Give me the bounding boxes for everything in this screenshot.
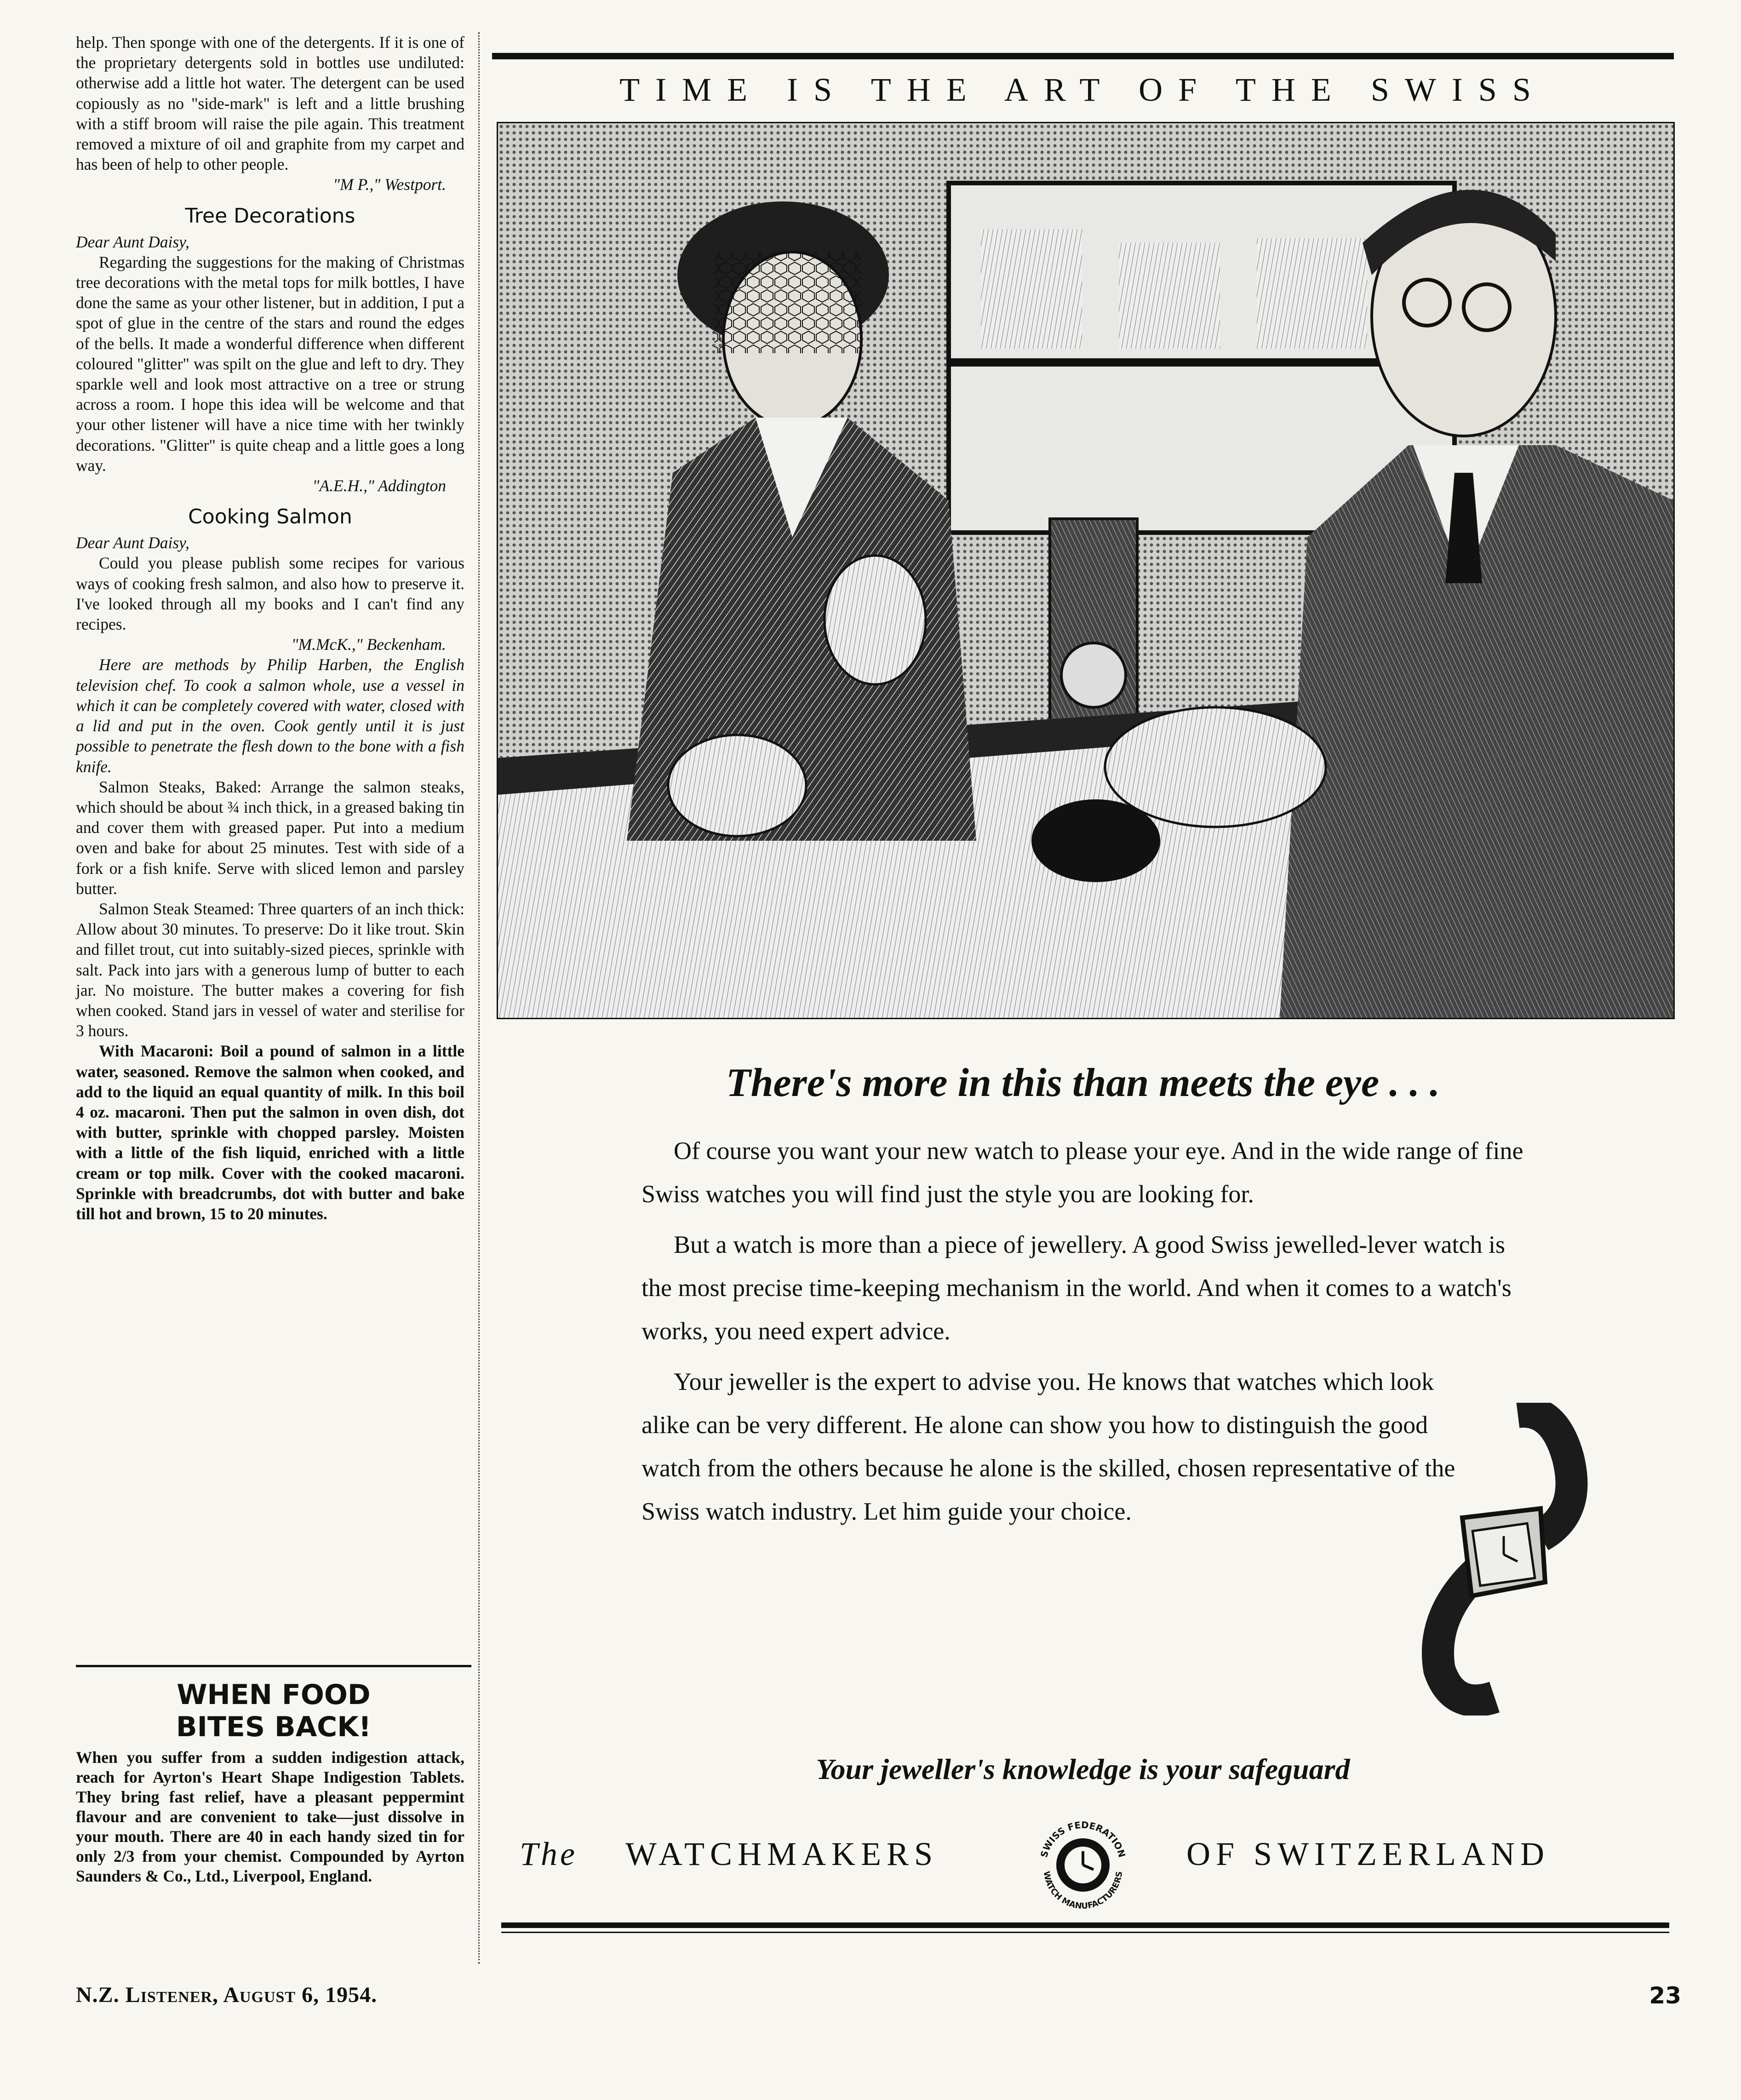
tree-body: Regarding the suggestions for the making of Christmas tree decorations with the metal tops for milk bottles, I have done the same as your other listener, but in addition, I put a spot of glue in the centre of the stars and round the edges of the bells. It made a wonderful difference when different coloured "glitter" was spilt on the glue and left to dry. They sparkle well and look most attractive on a tree or strung across a room. I hope this idea will be welcome and that your other listener will have a nice time with her twinkly decorations. "Glitter" is quite cheap and a little goes a long way.	[76, 252, 464, 475]
advert-bottom-rule	[501, 1922, 1669, 1928]
federation-seal-svg	[1030, 1812, 1136, 1918]
signature-switzerland: OF SWITZERLAND	[1186, 1836, 1550, 1872]
food-title-line1: WHEN FOOD	[177, 1679, 371, 1711]
food-box-body: When you suffer from a sudden indigestion attack, reach for Ayrton's Heart Shape Indigestion Tablets. They bring fast relief, have a pleasant peppermint flavour and are convenient to take—just dissolve in your mouth. There are 40 in each handy sized tin for only 2/3 from your chemist. Compounded by Ayrton Saunders & Co., Ltd., Liverpool, England.	[76, 1748, 464, 1885]
seal-bottom-text: WATCH MANUFACTURERS	[1041, 1870, 1125, 1911]
advert-bottom-rule-thin	[501, 1932, 1669, 1933]
salmon-steaks-baked: Salmon Steaks, Baked: Arrange the salmon steaks, which should be about ¾ inch thick, in a greased baking tin and cover them with greased paper. Put into a medium oven and bake for about 25 minutes. Test with side of a fork or a fish knife. Serve with sliced lemon and parsley butter.	[76, 777, 464, 898]
seal-top-text: SWISS FEDERATION	[1038, 1819, 1128, 1859]
jeweller-scene-image	[497, 122, 1675, 1019]
salmon-reply: Here are methods by Philip Harben, the English television chef. To cook a salmon whole, use a vessel in which it can be completely covered with water, closed with a lid and put in the oven. Cook gently until it is just possible to penetrate the flesh down to the bone with a fish knife.	[76, 655, 464, 776]
advert-headline: TIME IS THE ART OF THE SWISS	[619, 71, 1546, 108]
salmon-heading: Cooking Salmon	[188, 505, 352, 529]
publication-footer: N.Z. Listener, August 6, 1954.	[76, 1983, 378, 2007]
food-title-line2: BITES BACK!	[176, 1711, 372, 1743]
tree-heading: Tree Decorations	[185, 204, 355, 228]
signature-watchmakers: WATCHMAKERS	[625, 1836, 939, 1872]
salmon-signature: "M.McK.," Beckenham.	[291, 635, 446, 654]
salmon-body: Could you please publish some recipes for various ways of cooking fresh salmon, and also how to preserve it. I've looked through all my books and I can't find any recipes.	[76, 554, 464, 634]
intro-paragraph: help. Then sponge with one of the detergents. If it is one of the proprietary detergents sold in bottles use undiluted: otherwise add a little hot water. The detergent can be used copiously as no "side-mark" is left and a little brushing with a stiff broom will raise the pile again. This treatment removed a mixture of oil and graphite from my carpet and has been of help to other people.	[76, 33, 464, 174]
advert-top-rule	[492, 53, 1674, 59]
advert-paragraph-2: But a watch is more than a piece of jewellery. A good Swiss jewelled-lever watch is the most precise time-keeping mechanism in the world. And when it comes to a watch's works, you need expert advice.	[641, 1231, 1512, 1345]
advert-paragraph-1: Of course you want your new watch to please your eye. And in the wide range of fine Swiss watches you will find just the style you are looking for.	[641, 1137, 1523, 1208]
advert-tagline: Your jeweller's knowledge is your safeguard	[816, 1753, 1350, 1785]
intro-signature: "M P.," Westport.	[333, 175, 446, 194]
signature-the: The	[520, 1836, 578, 1872]
federation-seal-icon	[1030, 1812, 1136, 1918]
tree-salutation: Dear Aunt Daisy,	[76, 232, 189, 251]
food-box-title	[76, 1679, 471, 1743]
left-column	[76, 32, 464, 1224]
tree-signature: "A.E.H.," Addington	[312, 476, 446, 495]
jeweller-scene-svg	[498, 123, 1673, 1018]
advert-paragraph-3: Your jeweller is the expert to advise you. He knows that watches which look alike can be very different. He alone can show you how to distinguish the good watch from the others because he alone is the skilled, chosen representative of the Swiss watch industry. Let him guide your choice.	[641, 1368, 1455, 1525]
column-divider	[478, 32, 481, 1964]
wristwatch-svg	[1403, 1403, 1596, 1716]
advert-subheading: There's more in this than meets the eye . . .	[726, 1061, 1440, 1105]
page-number: 23	[1649, 1982, 1681, 2009]
salmon-salutation: Dear Aunt Daisy,	[76, 534, 189, 552]
food-box-rule	[76, 1665, 471, 1667]
salmon-steak-steamed: Salmon Steak Steamed: Three quarters of an inch thick: Allow about 30 minutes. To preserve: Do it like trout. Skin and fillet trout, cut into suitably-sized pieces, sprinkle with salt. Pack into jars with a generous lump of butter to each jar. No moisture. The butter makes a covering for fish when cooked. Stand jars in vessel of water and sterilise for 3 hours.	[76, 899, 464, 1040]
wristwatch-image	[1403, 1403, 1596, 1716]
salmon-macaroni: With Macaroni: Boil a pound of salmon in a little water, seasoned. Remove the salmon when cooked, and add to the liquid an equal quantity of milk. In this boil 4 oz. macaroni. Then put the salmon in oven dish, dot with butter, sprinkle with chopped parsley. Moisten with a little of the fish liquid, enriched with a little cream or top milk. Cover with the cooked macaroni. Sprinkle with breadcrumbs, dot with butter and bake till hot and brown, 15 to 20 minutes.	[76, 1042, 464, 1223]
